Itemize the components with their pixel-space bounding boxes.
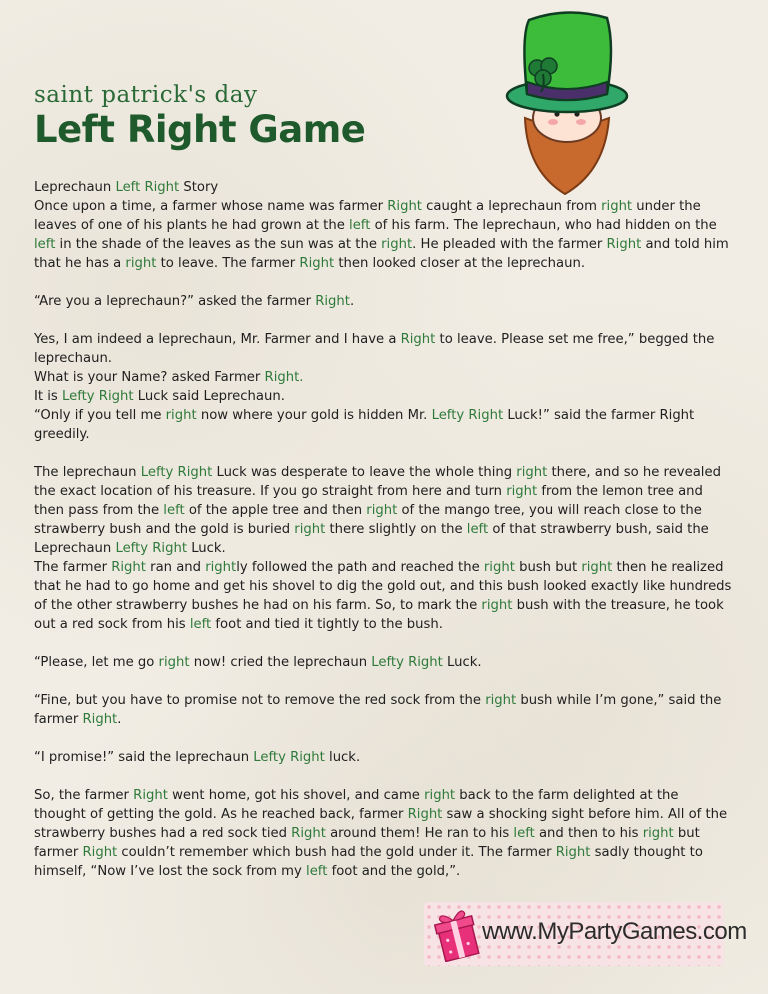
highlighted-word: right: [125, 256, 157, 271]
story-text-segment: of the apple tree and then: [184, 503, 367, 518]
story-paragraph: [34, 178, 734, 197]
highlighted-word: Right: [133, 788, 168, 803]
story-paragraph: [34, 653, 734, 672]
story-text-segment: of his farm. The leprechaun, who had hidden on the: [370, 218, 717, 233]
story-text-segment: now where your gold is hidden Mr.: [196, 408, 432, 423]
story-text-segment: bush but: [514, 560, 582, 575]
story-text-segment: Leprechaun: [34, 180, 116, 195]
story-text-segment: there slightly on the: [325, 522, 467, 537]
highlighted-word: Right.: [264, 370, 304, 385]
story-text-segment: foot and tied it tightly to the bush.: [211, 617, 443, 632]
highlighted-word: right: [601, 199, 633, 214]
highlighted-word: right: [483, 560, 515, 575]
story-text-segment: Luck.: [442, 655, 482, 670]
story-text-segment: “Please, let me go: [34, 655, 159, 670]
story-text-segment: went home, got his shovel, and came: [167, 788, 425, 803]
story-text-segment: Luck said Leprechaun.: [133, 389, 285, 404]
story-paragraph: [34, 406, 734, 444]
highlighted-word: right: [165, 408, 197, 423]
story-text-segment: The leprechaun: [34, 465, 141, 480]
story-text-segment: Once upon a time, a farmer whose name was farmer: [34, 199, 388, 214]
highlighted-word: Right: [82, 845, 118, 860]
story-text-segment: couldn’t remember which bush had the gold under it. The farmer: [117, 845, 556, 860]
story-text-segment: “Are you a leprechaun?” asked the farmer: [34, 294, 316, 309]
highlighted-word: right: [581, 560, 613, 575]
highlighted-word: right: [158, 655, 190, 670]
highlighted-word: right: [506, 484, 538, 499]
story-paragraph: [34, 463, 734, 558]
website-banner[interactable]: [424, 902, 747, 966]
highlighted-word: Lefty Right: [61, 389, 134, 404]
story-paragraph: [34, 558, 734, 634]
story-text-segment: but farmer: [34, 826, 700, 860]
highlighted-word: Lefty Right: [431, 408, 504, 423]
story-text-segment: . He pleaded with the farmer: [412, 237, 607, 252]
story-paragraph: [34, 387, 734, 406]
story-text-segment: Story: [179, 180, 219, 195]
story-text-segment: luck.: [324, 750, 361, 765]
story-text-segment: sadly thought to himself, “Now I’ve lost the sock from my: [34, 845, 703, 879]
highlighted-word: Right: [291, 826, 326, 841]
highlighted-word: Right: [606, 237, 642, 252]
story-text-segment: Yes, I am indeed a leprechaun, Mr. Farmer and I have a: [34, 332, 401, 347]
story-text-segment: .: [117, 712, 122, 727]
story-text-segment: So, the farmer: [34, 788, 134, 803]
website-link[interactable]: www.MyPartyGames.com: [482, 918, 747, 945]
story-text-segment: The farmer: [34, 560, 112, 575]
highlighted-word: Right: [111, 560, 146, 575]
story-text-segment: and then to his: [534, 826, 643, 841]
highlighted-word: right: [381, 237, 413, 252]
story-text-segment: saw a shocking sight before him. All of the strawberry bushes had a red sock tied: [34, 807, 728, 841]
story-text-segment: there, and so he revealed the exact location of his treasure. If you go straight from here and turn: [34, 465, 721, 499]
highlighted-word: Right: [82, 712, 118, 727]
story-paragraph: [34, 197, 734, 273]
story-text-segment: to leave. Please set me free,” begged the leprechaun.: [34, 332, 715, 366]
highlighted-word: Right: [400, 332, 436, 347]
story-paragraph: [34, 292, 734, 311]
story-text-segment: of that strawberry bush, said the Leprechaun: [34, 522, 709, 556]
story-text-segment: What is your Name? asked Farmer: [34, 370, 265, 385]
story-text-segment: It is: [34, 389, 62, 404]
highlighted-word: right: [642, 826, 674, 841]
story-text-segment: ran and: [145, 560, 206, 575]
story-paragraph: [34, 691, 734, 729]
story-text-segment: of the mango tree, you will reach close to the strawberry bush and the gold is buried: [34, 503, 702, 537]
highlighted-word: Right: [387, 199, 422, 214]
highlighted-word: right: [366, 503, 398, 518]
story-text-segment: bush with the treasure, he took out a red sock from his: [34, 598, 724, 632]
highlighted-word: left: [34, 237, 56, 252]
highlighted-word: right: [424, 788, 456, 803]
story-text-segment: Luck was desperate to leave the whole thing: [212, 465, 517, 480]
highlighted-word: right: [485, 693, 517, 708]
story-text-segment: ly followed the path and reached the: [236, 560, 484, 575]
highlighted-word: Lefty Right: [115, 541, 187, 556]
story-text-segment: bush while I’m gone,” said the farmer: [34, 693, 722, 727]
highlighted-word: Right: [555, 845, 591, 860]
leprechaun-illustration: [497, 6, 637, 196]
story-text-segment: “I promise!” said the leprechaun: [34, 750, 254, 765]
story-text-segment: now! cried the leprechaun: [189, 655, 372, 670]
story-text-segment: “Fine, but you have to promise not to remove the red sock from the: [34, 693, 486, 708]
story-text-segment: Luck!” said the farmer Right greedily.: [34, 408, 695, 442]
story-text-segment: .: [349, 294, 355, 309]
story-paragraph: [34, 748, 734, 767]
story-paragraph: [34, 368, 734, 387]
story-text-segment: then looked closer at the leprechaun.: [334, 256, 586, 271]
highlighted-word: Lefty Right: [253, 750, 325, 765]
story-text-segment: caught a leprechaun from: [421, 199, 602, 214]
story-text-segment: and told him that he has a: [34, 237, 729, 271]
highlighted-word: Lefty Right: [371, 655, 443, 670]
story-text-segment: from the lemon tree and then pass from the: [34, 484, 703, 518]
story-text-segment: around them! He ran to his: [325, 826, 514, 841]
story-paragraph: [34, 330, 734, 368]
story-text-segment: then he realized that he had to go home and get his shovel to dig the gold out, and this bush looked exactly like hundreds of the other strawberry bushes he had on his farm. So, to mark the: [34, 560, 732, 613]
highlighted-word: Right: [407, 807, 443, 822]
gift-icon: [434, 906, 480, 962]
story-text-segment: Luck.: [187, 541, 226, 556]
story-paragraph: [34, 786, 734, 881]
highlighted-word: Left Right: [115, 180, 180, 195]
page-title: Left Right Game: [34, 108, 366, 151]
highlighted-word: right: [294, 522, 326, 537]
highlighted-word: left: [306, 864, 328, 879]
story-text-segment: to leave. The farmer: [156, 256, 300, 271]
story-text-segment: foot and the gold,”.: [327, 864, 461, 879]
story-text-segment: “Only if you tell me: [34, 408, 166, 423]
story-text: [34, 178, 734, 900]
story-text-segment: in the shade of the leaves as the sun was at the: [55, 237, 382, 252]
story-text-segment: back to the farm delighted at the thought of getting the gold. As he reached back, farmer: [34, 788, 679, 822]
highlighted-word: right: [205, 560, 237, 575]
highlighted-word: Lefty Right: [140, 465, 213, 480]
story-text-segment: under the leaves of one of his plants he had grown at the: [34, 199, 701, 233]
highlighted-word: right: [516, 465, 548, 480]
page-subtitle: saint patrick's day: [34, 82, 258, 108]
highlighted-word: Right: [299, 256, 335, 271]
highlighted-word: left: [349, 218, 371, 233]
highlighted-word: Right: [315, 294, 350, 309]
highlighted-word: right: [481, 598, 513, 613]
highlighted-word: left: [466, 522, 489, 537]
highlighted-word: left: [163, 503, 185, 518]
highlighted-word: left: [513, 826, 535, 841]
highlighted-word: left: [189, 617, 212, 632]
